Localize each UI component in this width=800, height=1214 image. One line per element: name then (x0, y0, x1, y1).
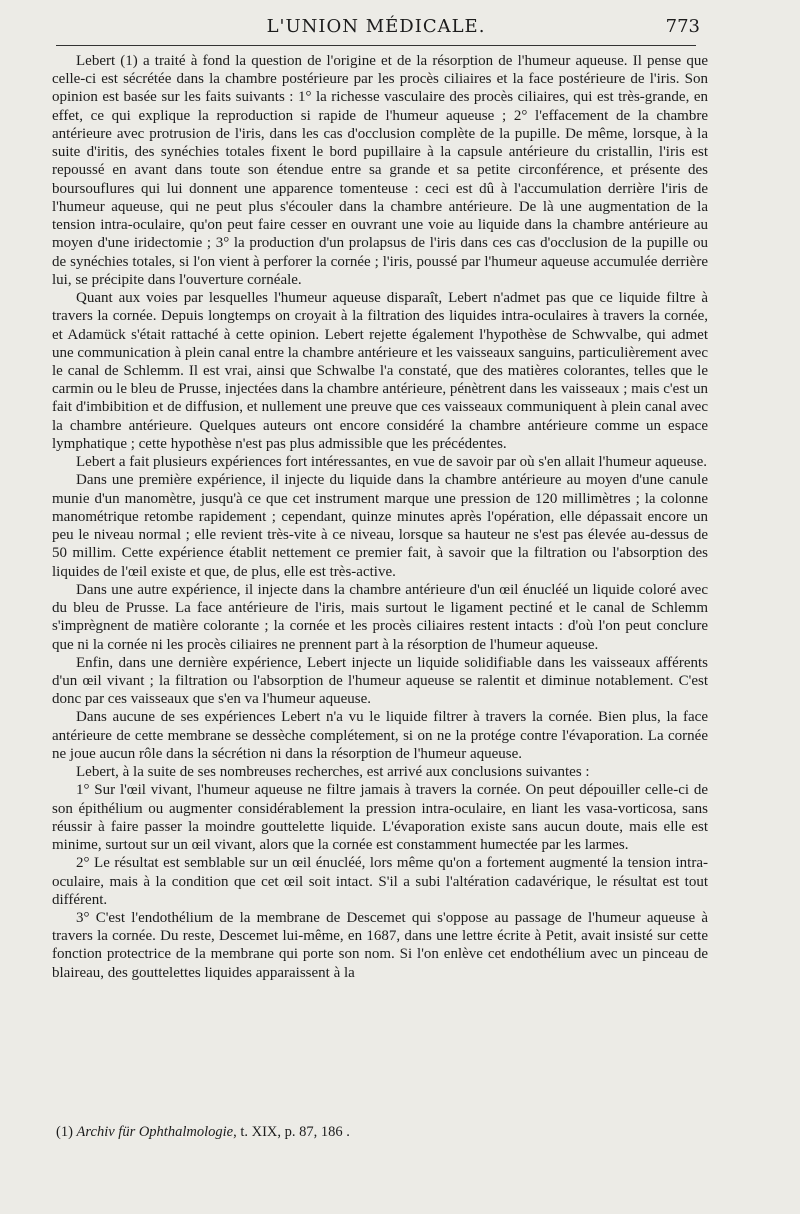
paragraph: Dans aucune de ses expériences Lebert n'a vu le liquide filtrer à travers la cornée. Bien plus, la face antérieure de cette membrane se dessèche complétement, si on ne la protége contre l'évaporation. La cornée ne joue aucun rôle dans la sécrétion ni dans la résorption de l'humeur aqueuse. (52, 709, 708, 762)
paragraph: Dans une autre expérience, il injecte dans la chambre antérieure d'un œil énucléé un liquide coloré avec du bleu de Prusse. La face antérieure de l'iris, mais surtout le ligament pectiné et le canal de Schlemm s'imprègnent de matière colorante ; la cornée et les procès ciliaires restent intacts : d'où l'on peut conclure que ni la cornée ni les procès ciliaires ne prennent part à la résorption de l'humeur aqueuse. (52, 581, 708, 653)
paragraph: Lebert a fait plusieurs expériences fort intéressantes, en vue de savoir par où s'en allait l'humeur aqueuse. (76, 454, 708, 471)
page-header (52, 12, 700, 42)
paragraph: 1° Sur l'œil vivant, l'humeur aqueuse ne filtre jamais à travers la cornée. On peut dépouiller celle-ci de son épithélium ou augmenter considérablement la pression intra-oculaire, en liant les vasa-vorticosa, sans réussir à faire passer la moindre gouttelette liquide. L'évaporation existe sans aucun doute, mais elle est minime, surtout sur un œil vivant, alors que la cornée est constamment humectée par les larmes. (52, 782, 708, 854)
paragraph: Quant aux voies par lesquelles l'humeur aqueuse disparaît, Lebert n'admet pas que ce liquide filtre à travers la cornée. Depuis longtemps on croyait à la filtration des liquides intra-oculaires à travers la cornée, et Adamück s'était rattaché à cette opinion. Lebert rejette également l'hypothèse de Schwvalbe, qui admet une communication à plein canal entre la chambre antérieure et les vaisseaux sanguins, particulièrement avec le canal de Schlemm. Il est vrai, ainsi que Schwalbe l'a constaté, que des matières colorantes, telles que le carmin ou le bleu de Prusse, injectées dans la chambre antérieure, pénètrent dans les vaisseaux ; mais c'est un fait d'imbibition et de diffusion, et nullement une preuve que ces vaisseaux communiquent à plein canal avec la chambre antérieure. Quelques auteurs ont encore considéré la chambre antérieure comme un espace lymphatique ; cette hypothèse n'est pas plus admissible que les précédentes. (52, 290, 708, 452)
paragraph: Lebert, à la suite de ses nombreuses recherches, est arrivé aux conclusions suivantes : (76, 764, 590, 781)
paragraph: 3° C'est l'endothélium de la membrane de Descemet qui s'oppose au passage de l'humeur aqueuse à travers la cornée. Du reste, Descemet lui-même, en 1687, dans une lettre écrite à Petit, avait insisté sur cette fonction protectrice de la membrane qui porte son nom. Si l'on enlève cet endothélium avec un pinceau de blaireau, des gouttelettes liquides apparaissent à la (52, 910, 708, 981)
paragraph: Enfin, dans une dernière expérience, Lebert injecte un liquide solidifiable dans les vaisseaux afférents d'un œil vivant ; la filtration ou l'absorption de l'humeur aqueuse se ralentit et diminue notablement. C'est donc par ces vaisseaux que s'en va l'humeur aqueuse. (52, 654, 708, 708)
footnote-reference: , t. XIX, p. 87, 186 . (233, 1124, 350, 1140)
footnote (56, 1124, 696, 1141)
page-number: 773 (665, 16, 700, 37)
paragraph: Dans une première expérience, il injecte du liquide dans la chambre antérieure au moyen d'une canule munie d'un manomètre, jusqu'à ce que cet instrument marque une pression de 120 millimètres ; la colonne manométrique retombe rapidement ; cependant, quinze minutes après l'opération, elle dépassait encore un peu le niveau normal ; elle revient très-vite à ce niveau, lorsque sa hauteur ne s'est pas élevée au-dessus de 50 millim. Cette expérience établit nettement ce premier fait, à savoir que la filtration ou l'absorption des liquides de l'œil existe et que, de plus, elle est très-active. (52, 472, 708, 580)
running-title: L'UNION MÉDICALE. (266, 16, 486, 37)
paragraph: Lebert (1) a traité à fond la question de l'origine et de la résorption de l'humeur aqueuse. Il pense que celle-ci est sécrétée dans la chambre postérieure par les procès ciliaires et la face postérieure de l'iris. Son opinion est basée sur les faits suivants : 1° la richesse vasculaire des procès ciliaires, qui est très-grande, en effet, ce qui explique la reproduction si rapide de l'humeur aqueuse ; 2° l'effacement de la chambre antérieure avec protrusion de l'iris, dans les cas d'occlusion complète de la pupille. De même, lorsque, à la suite d'iritis, des synéchies totales fixent le bord pupillaire à la capsule antérieure du cristallin, l'iris est repoussé en avant dans toute son étendue entre sa grande et sa petite circonférence, et présente des boursouflures qui lui donnent une apparence tomenteuse : ceci est dû à l'accumulation derrière l'iris de l'humeur aqueuse, qui ne peut plus s'écouler dans la chambre antérieure. De là une augmentation de la tension intra-oculaire, qu'on peut faire cesser en ouvrant une voie au liquide dans la chambre antérieure au moyen d'une iridectomie ; 3° la production d'un prolapsus de l'iris dans ces cas d'occlusion de la pupille ou de synéchies totales, si l'on vient à perforer la cornée ; l'iris, poussé par l'humeur aqueuse accumulée derrière lui, se précipite dans l'ouverture cornéale. (52, 53, 708, 288)
footnote-marker: (1) (56, 1124, 73, 1140)
body-text (52, 52, 708, 982)
footnote-source: Archiv für Ophthalmologie (76, 1124, 234, 1140)
paragraph: 2° Le résultat est semblable sur un œil énucléé, lors même qu'on a fortement augmenté la tension intra-oculaire, mais à la condition que cet œil soit intact. S'il a subi l'altération cadavérique, le résultat est tout différent. (52, 855, 708, 908)
header-rule (56, 45, 696, 46)
